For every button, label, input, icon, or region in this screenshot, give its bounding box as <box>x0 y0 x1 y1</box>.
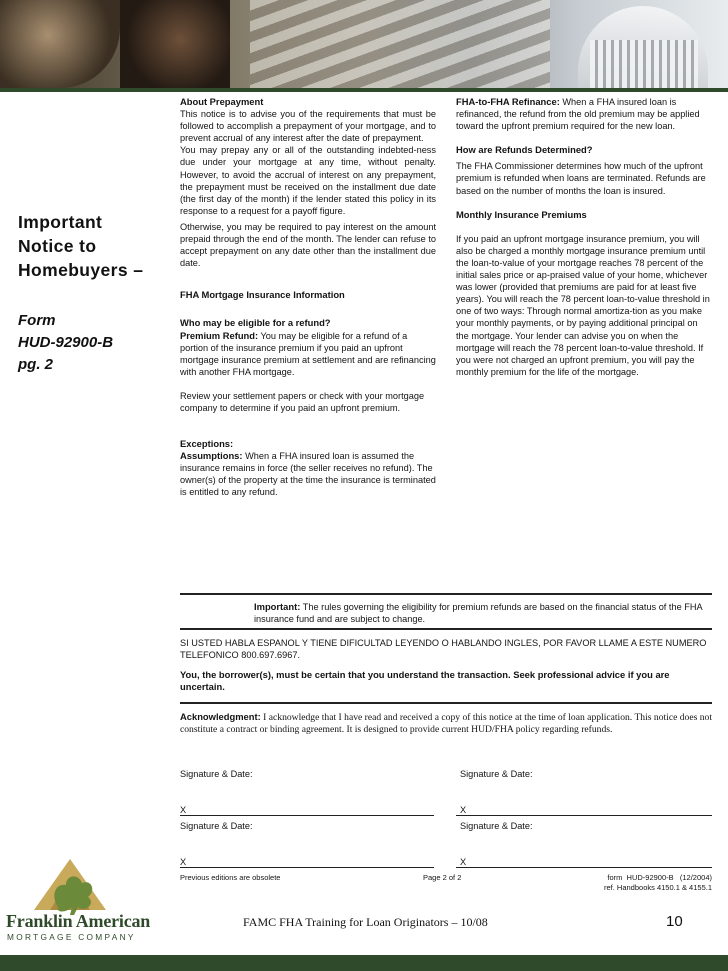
about-prepayment-paragraph: Otherwise, you may be required to pay interest on the amount prepaid through the end of the month. The lender can refuse to accept prepayment on any date other than the installment due date. <box>180 221 436 269</box>
slide-title-line: Important <box>18 212 103 232</box>
banner-divider <box>0 88 728 92</box>
form-left-column <box>180 96 436 499</box>
signature-date-label: Signature & Date: <box>460 821 533 831</box>
slide-title <box>18 210 168 282</box>
review-settlement-text: Review your settlement papers or check with your mortgage company to determine if you paid an upfront premium. <box>180 390 425 413</box>
signature-x-mark: X <box>460 805 467 815</box>
section-divider <box>180 593 712 595</box>
assumptions-text: When a FHA insured loan is assumed the insurance remains in force (the seller receives no refund). The owner(s) of the property at the time the insurance is terminated is entitled to any refund. <box>180 451 436 498</box>
logo-company-name: Franklin American <box>6 911 151 931</box>
signature-date-label: Signature & Date: <box>180 821 253 831</box>
footer-bar <box>0 955 728 971</box>
signature-date-label: Signature & Date: <box>180 769 253 779</box>
refinance-label: FHA-to-FHA Refinance: <box>456 96 560 107</box>
photo-person-left <box>0 0 120 88</box>
important-label: Important: <box>254 601 301 612</box>
form-reference-line: pg. 2 <box>18 356 54 373</box>
signature-x-mark: X <box>180 857 187 867</box>
slide-title-line: Homebuyers – <box>18 260 144 280</box>
refunds-determined-text: The FHA Commissioner determines how much of the upfront premium is refunded when loans are terminated. Refunds are based on the number of months the loan is insured. <box>456 161 706 196</box>
signature-date-label: Signature & Date: <box>460 769 533 779</box>
slide-title-line: Notice to <box>18 236 97 256</box>
signature-line <box>180 867 434 868</box>
form-footer-handbooks: ref. Handbooks 4150.1 & 4155.1 <box>604 883 712 892</box>
acknowledgment <box>180 711 712 736</box>
header-photo-banner <box>0 0 728 88</box>
signature-line <box>456 867 712 868</box>
monthly-premiums-heading: Monthly Insurance Premiums <box>456 208 587 220</box>
form-footer-page: Page 2 of 2 <box>423 873 462 882</box>
form-footer-obsolete: Previous editions are obsolete <box>180 873 281 882</box>
premium-refund-text: You may be eligible for a refund of a portion of the insurance premium if you paid an upfront mortgage insurance premium at settlement and are refinancing with another FHA mortgage. <box>180 330 436 377</box>
section-divider <box>180 702 712 704</box>
acknowledgment-label: Acknowledgment: <box>180 711 261 722</box>
premium-refund-label: Premium Refund: <box>180 329 259 341</box>
important-text: The rules governing the eligibility for premium refunds are based on the financial status of the FHA insurance fund and are subject to change. <box>254 602 703 625</box>
exceptions-heading: Exceptions: <box>180 438 234 450</box>
form-reference <box>18 310 168 376</box>
photo-person-right <box>120 0 230 88</box>
section-divider <box>180 628 712 630</box>
assumptions-label: Assumptions: <box>180 450 243 462</box>
photo-flag <box>250 0 550 88</box>
signature-line <box>180 815 434 816</box>
monthly-premiums-text: If you paid an upfront mortgage insurance premium, you will also be charged a monthly mortgage insurance premium until the loan-to-value of your mortgage reaches 78 percent of the initial sales price or ap-praised value of your home, whichever was lower (provided that premiums are paid for at least five years). You will reach the 78 percent loan-to-value threshold in one of two ways: Through normal amortiza-tion as you make your monthly payments, or by paying additional principal on the mortgage. Your lender can advise you on when the mortgage will reach the 78 percent loan-to-value threshold. If you were not charged an upfront premium, you will pay the monthly premium for the life of the mortgage. <box>456 233 710 377</box>
spanish-notice: SI USTED HABLA ESPANOL Y TIENE DIFICULTAD LEYENDO O HABLANDO INGLES, POR FAVOR LLAME A ESTE NUMERO TELEFONICO 800.697.6967. <box>180 638 707 661</box>
form-right-column <box>456 96 712 378</box>
hud-form-page <box>180 96 710 896</box>
form-footer-number: form HUD-92900-B (12/2004) <box>607 873 712 882</box>
slide-footer-text: FAMC FHA Training for Loan Originators – 10/08 <box>243 915 488 929</box>
signature-x-mark: X <box>460 857 467 867</box>
refinance-text: When a FHA insured loan is refinanced, the refund from the old premium may be applied toward the upfront premium required for the new loan. <box>456 97 700 132</box>
acknowledgment-text: I acknowledge that I have read and received a copy of this notice at the time of loan application. This notice does not constitute a contract or binding agreement. It is designed to provide current HUD/FHA policy regarding refunds. <box>180 712 712 736</box>
refunds-determined-heading: How are Refunds Determined? <box>456 144 593 156</box>
about-prepayment-paragraph: You may prepay any or all of the outstanding indebted-ness due under your mortgage at any time, without penalty. However, to avoid the accrual of interest on any prepayment, the prepayment must be received on the installment due date (the first day of the month) if the lender stated this policy in its response to a request for a payoff figure. <box>180 145 436 216</box>
form-reference-line: HUD-92900-B <box>18 334 114 351</box>
about-prepayment-heading: About Prepayment <box>180 96 264 107</box>
logo-company-subtitle: MORTGAGE COMPANY <box>7 932 136 942</box>
slide-page-number: 10 <box>666 913 683 930</box>
refund-eligibility-heading: Who may be eligible for a refund? <box>180 317 331 329</box>
important-note <box>254 601 704 625</box>
borrower-notice: You, the borrower(s), must be certain that you understand the transaction. Seek professional advice if you are uncertain. <box>180 669 670 693</box>
fha-insurance-info-heading: FHA Mortgage Insurance Information <box>180 289 345 301</box>
signature-x-mark: X <box>180 805 187 815</box>
form-reference-line: Form <box>18 312 56 329</box>
signature-line <box>456 815 712 816</box>
photo-capitol-columns <box>590 40 698 88</box>
about-prepayment-paragraph: This notice is to advise you of the requirements that must be followed to accomplish a prepayment of your mortgage, and to prevent accrual of any interest after the date of prepayment. <box>180 109 436 144</box>
